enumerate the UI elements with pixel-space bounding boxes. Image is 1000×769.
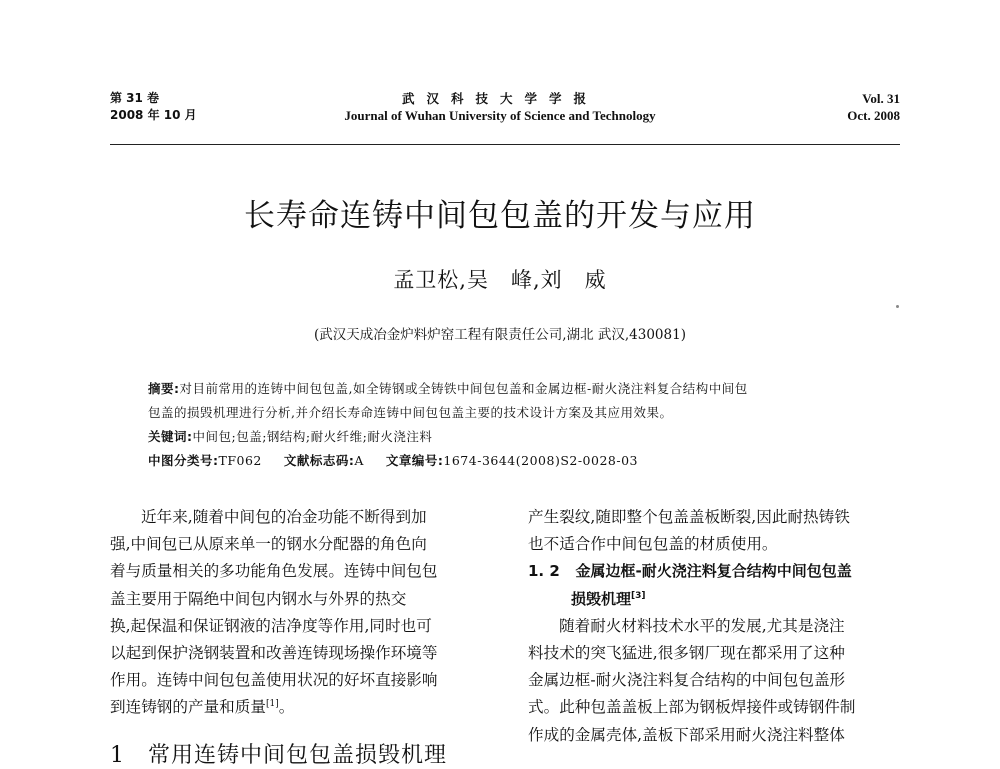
section-heading-1: 1 常用连铸中间包包盖损毁机理: [110, 743, 447, 768]
volume-label: 第 31 卷: [110, 91, 160, 105]
clc-label: 中图分类号:: [148, 453, 219, 468]
abstract-label: 摘要:: [148, 381, 180, 396]
keywords-label: 关键词:: [148, 429, 193, 444]
paper-authors: 孟卫松,吴 峰,刘 威: [393, 268, 607, 292]
volume-en: Vol. 31: [862, 91, 900, 106]
left-line-8-tail: 。: [278, 698, 295, 717]
journal-name-cn: 武汉科技大学学报: [401, 91, 598, 106]
right-line-8: 式。此种包盖盖板上部为钢板焊接件或铸钢件制: [528, 698, 856, 717]
scan-speck: [896, 305, 899, 308]
date-en: Oct. 2008: [847, 108, 900, 123]
doc-code: A: [354, 453, 364, 468]
left-line-2: 强,中间包已从原来单一的钢水分配器的角色向: [110, 535, 427, 554]
journal-name-en: Journal of Wuhan University of Science and Technology: [344, 108, 656, 123]
keywords-line: [148, 425, 748, 449]
right-line-5: 随着耐火材料技术水平的发展,尤其是浇注: [559, 616, 845, 635]
right-line-1: 产生裂纹,随即整个包盖盖板断裂,因此耐热铸铁: [528, 508, 850, 526]
right-line-2: 也不适合作中间包包盖的材质使用。: [528, 535, 778, 554]
article-number-label: 文章编号:: [385, 453, 444, 468]
left-line-5: 换,起保温和保证钢液的洁净度等作用,同时也可: [110, 616, 432, 635]
left-line-4: 盖主要用于隔绝中间包内钢水与外界的热交: [110, 589, 407, 608]
paper-title: 长寿命连铸中间包包盖的开发与应用: [244, 198, 756, 234]
citation-ref-3: [3]: [631, 590, 646, 601]
section-heading-1-2: [528, 558, 903, 585]
citation-ref-1: [1]: [265, 699, 279, 710]
left-line-6: 以起到保护浇钢装置和改善连铸现场操作环境等: [110, 643, 438, 662]
header-right: [847, 90, 900, 124]
right-line-9: 作成的金属壳体,盖板下部采用耐火浇注料整体: [528, 725, 845, 744]
left-line-8-text: 到连铸钢的产量和质量: [110, 698, 266, 717]
left-column: [110, 504, 495, 722]
section-number-1-2: 1. 2: [528, 562, 560, 581]
doc-code-label: 文献标志码:: [283, 453, 355, 468]
section-heading-1-2-cont: [528, 586, 903, 613]
abstract-line-1: [148, 377, 748, 401]
section-title-1-2-b: 损毁机理: [571, 589, 632, 608]
keywords-text: 中间包;包盖;钢结构;耐火纤维;耐火浇注料: [192, 429, 433, 444]
article-number: 1674-3644(2008)S2-0028-03: [443, 453, 638, 468]
right-line-7: 金属边框-耐火浇注料复合结构的中间包包盖形: [528, 671, 846, 690]
left-line-7: 作用。连铸中间包包盖使用状况的好坏直接影响: [110, 671, 438, 690]
clc-code: TF062: [218, 453, 262, 468]
left-line-8: [110, 694, 495, 721]
header-rule: [110, 144, 900, 145]
abstract-line-2: 包盖的损毁机理进行分析,并介绍长寿命连铸中间包包盖主要的技术设计方案及其应用效果。: [148, 405, 673, 420]
right-column: [528, 504, 903, 749]
issue-date: 2008 年 10 月: [110, 108, 197, 122]
abstract-block: [148, 377, 748, 473]
affiliation: (武汉天成冶金炉料炉窑工程有限责任公司,湖北 武汉,430081): [314, 327, 686, 343]
left-line-1: 近年来,随着中间包的冶金功能不断得到加: [141, 508, 427, 526]
classification-line: [148, 449, 748, 473]
right-line-6: 料技术的突飞猛进,很多钢厂现在都采用了这种: [528, 643, 845, 662]
left-line-3: 着与质量相关的多功能角色发展。连铸中间包包: [110, 562, 438, 581]
section-title-1-2-a: 金属边框-耐火浇注料复合结构中间包包盖: [575, 562, 852, 581]
abstract-text-1: 对目前常用的连铸中间包包盖,如全铸钢或全铸铁中间包包盖和金属边框-耐火浇注料复合结构中间包: [179, 381, 748, 396]
